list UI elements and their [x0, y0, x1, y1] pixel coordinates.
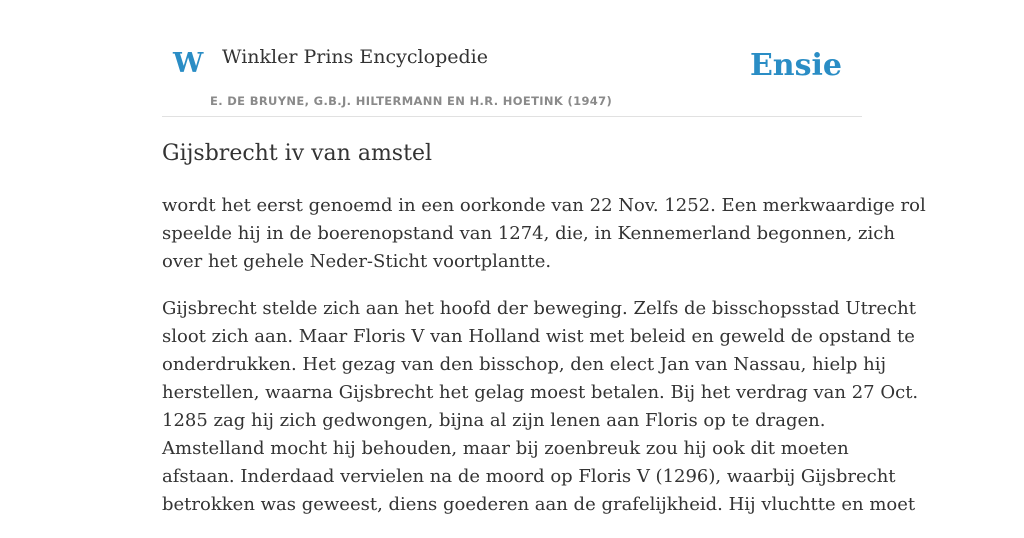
- text-line: Amstelland mocht hij behouden, maar bij zoenbreuk zou hij ook dit moeten: [162, 438, 849, 459]
- text-line: betrokken was geweest, diens goederen aan de grafelijkheid. Hij vluchtte en moet: [162, 494, 916, 515]
- article-body: [162, 192, 926, 538]
- page-container: [162, 0, 926, 515]
- text-line: afstaan. Inderdaad vervielen na de moord op Floris V (1296), waarbij Gijsbrecht: [162, 466, 896, 487]
- publication-authors: E. DE BRUYNE, G.B.J. HILTERMANN EN H.R. HOETINK (1947): [210, 94, 613, 108]
- publication-header: [162, 0, 862, 117]
- article-paragraph: [162, 192, 926, 276]
- text-line: sloot zich aan. Maar Floris V van Holland wist met beleid en geweld de opstand te: [162, 326, 915, 347]
- text-line: wordt het eerst genoemd in een oorkonde van 22 Nov. 1252. Een merkwaardige rol: [162, 195, 926, 216]
- text-line: herstellen, waarna Gijsbrecht het gelag moest betalen. Bij het verdrag van 27 Oct.: [162, 382, 919, 403]
- article-title: Gijsbrecht iv van amstel: [162, 141, 432, 166]
- text-line: Gijsbrecht stelde zich aan het hoofd der beweging. Zelfs de bisschopsstad Utrecht: [162, 298, 916, 319]
- publication-logo-icon[interactable]: W: [173, 48, 204, 79]
- brand-logo-link[interactable]: Ensie: [749, 48, 842, 83]
- text-line: onderdrukken. Het gezag van den bisschop, den elect Jan van Nassau, hielp hij: [162, 354, 887, 375]
- text-line: over het gehele Neder-Sticht voortplantte.: [162, 251, 552, 272]
- article-paragraph: [162, 295, 919, 519]
- text-line: 1285 zag hij zich gedwongen, bijna al zijn lenen aan Floris op te dragen.: [162, 410, 826, 431]
- text-line: speelde hij in de boerenopstand van 1274, die, in Kennemerland begonnen, zich: [162, 223, 895, 244]
- publication-title[interactable]: Winkler Prins Encyclopedie: [222, 46, 488, 68]
